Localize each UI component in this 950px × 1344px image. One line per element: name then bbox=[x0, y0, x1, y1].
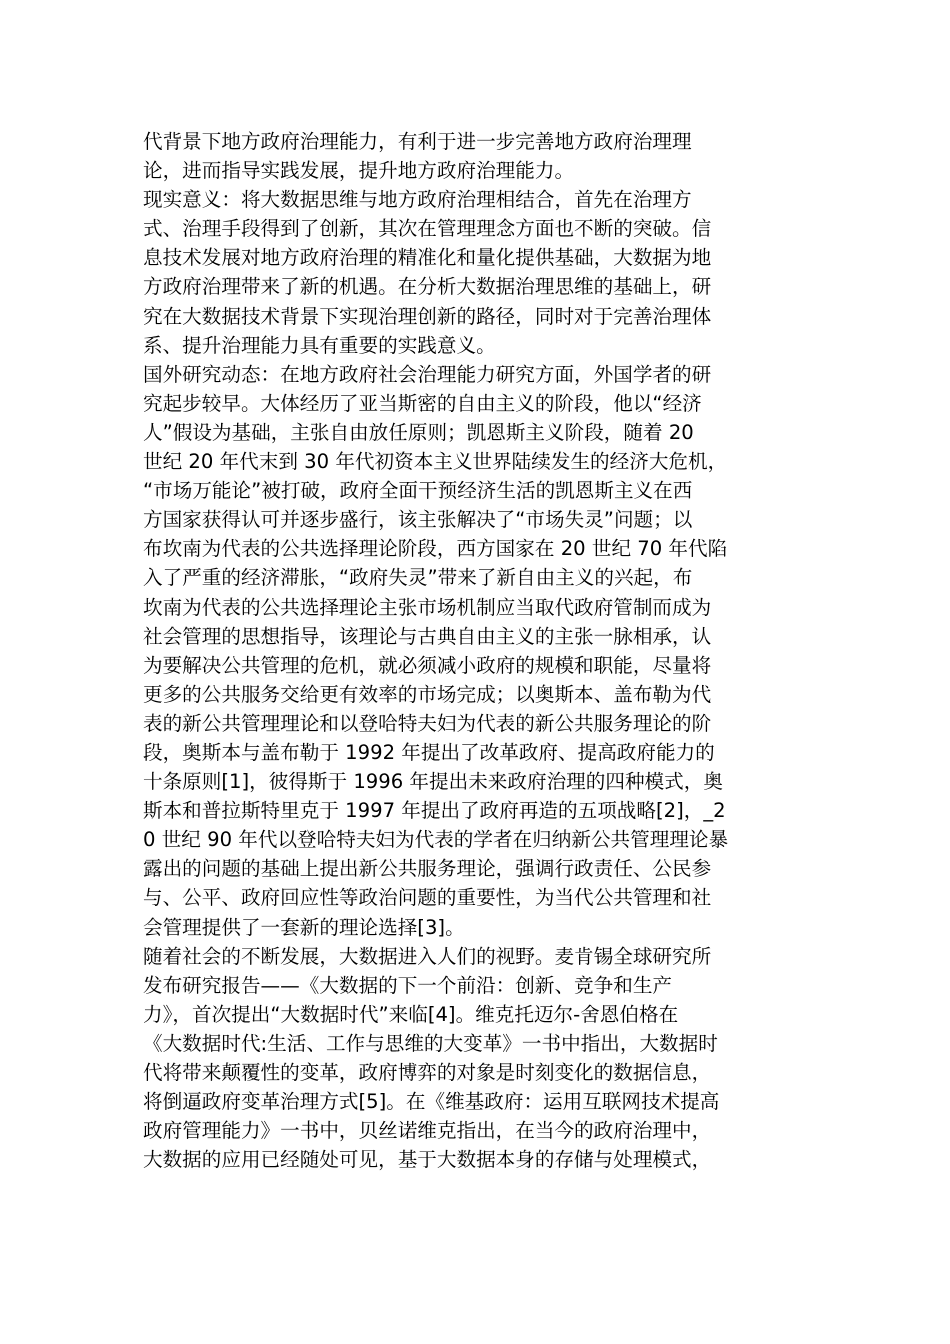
text-line: 代背景下地方政府治理能力，有利于进一步完善地方政府治理理 bbox=[143, 130, 692, 153]
text-line: 式、治理手段得到了创新，其次在管理理念方面也不断的突破。信 bbox=[143, 217, 712, 241]
text-line: 会管理提供了一套新的理论选择[3]。 bbox=[143, 915, 465, 939]
text-line: 方国家获得认可并逐步盛行，该主张解决了“市场失灵”问题；以 bbox=[143, 508, 693, 532]
text-line: 露出的问题的基础上提出新公共服务理论，强调行政责任、公民参 bbox=[143, 857, 712, 881]
text-line: 方政府治理带来了新的机遇。在分析大数据治理思维的基础上，研 bbox=[143, 275, 712, 299]
text-line: 更多的公共服务交给更有效率的市场完成；以奥斯本、盖布勒为代 bbox=[143, 682, 712, 706]
text-line: 国外研究动态：在地方政府社会治理能力研究方面，外国学者的研 bbox=[143, 362, 712, 386]
text-line: 与、公平、政府回应性等政治问题的重要性，为当代公共管理和社 bbox=[143, 886, 712, 910]
text-line: “市场万能论”被打破，政府全面干预经济生活的凯恩斯主义在西 bbox=[143, 479, 693, 503]
text-line: 发布研究报告——《大数据的下一个前沿：创新、竞争和生产 bbox=[143, 973, 673, 997]
text-line: 《大数据时代:生活、工作与思维的大变革》一书中指出，大数据时 bbox=[143, 1031, 718, 1055]
text-line: 政府管理能力》一书中，贝丝诺维克指出，在当今的政府治理中， bbox=[143, 1119, 712, 1143]
text-line: 息技术发展对地方政府治理的精准化和量化提供基础，大数据为地 bbox=[143, 246, 712, 270]
text-line: 现实意义：将大数据思维与地方政府治理相结合，首先在治理方 bbox=[143, 188, 692, 212]
text-line: 表的新公共管理理论和以登哈特夫妇为代表的新公共服务理论的阶 bbox=[143, 711, 712, 735]
text-line: 为要解决公共管理的危机，就必须减小政府的规模和职能，尽量将 bbox=[143, 653, 712, 677]
text-line: 论，进而指导实践发展，提升地方政府治理能力。 bbox=[143, 159, 575, 183]
text-line: 坎南为代表的公共选择理论主张市场机制应当取代政府管制而成为 bbox=[143, 595, 712, 619]
text-line: 入了严重的经济滞胀，“政府失灵”带来了新自由主义的兴起，布 bbox=[143, 566, 693, 590]
document-body bbox=[143, 127, 808, 1174]
text-line: 究起步较早。大体经历了亚当斯密的自由主义的阶段，他以“经济 bbox=[143, 391, 702, 415]
text-line: 人”假设为基础，主张自由放任原则；凯恩斯主义阶段，随着 20 bbox=[143, 420, 694, 444]
text-line: 段，奥斯本与盖布勒于 1992 年提出了改革政府、提高政府能力的 bbox=[143, 740, 715, 764]
text-line: 0 世纪 90 年代以登哈特夫妇为代表的学者在归纳新公共管理理论暴 bbox=[143, 828, 729, 852]
text-line: 力》，首次提出“大数据时代”来临[4]。维克托迈尔-舍恩伯格在 bbox=[143, 1002, 679, 1026]
text-line: 世纪 20 年代末到 30 年代初资本主义世界陆续发生的经济大危机， bbox=[143, 450, 728, 474]
text-line: 代将带来颠覆性的变革，政府博弈的对象是时刻变化的数据信息， bbox=[143, 1061, 712, 1084]
text-line: 社会管理的思想指导，该理论与古典自由主义的主张一脉相承，认 bbox=[143, 624, 712, 648]
text-line: 系、提升治理能力具有重要的实践意义。 bbox=[143, 333, 496, 357]
text-line: 随着社会的不断发展，大数据进入人们的视野。麦肯锡全球研究所 bbox=[143, 944, 712, 968]
text-line: 究在大数据技术背景下实现治理创新的路径，同时对于完善治理体 bbox=[143, 304, 712, 328]
text-line: 十条原则[1]，彼得斯于 1996 年提出未来政府治理的四种模式，奥 bbox=[143, 770, 723, 794]
text-line: 大数据的应用已经随处可见，基于大数据本身的存储与处理模式， bbox=[143, 1148, 712, 1172]
text-line: 斯本和普拉斯特里克于 1997 年提出了政府再造的五项战略[2]，_2 bbox=[143, 799, 726, 823]
text-line: 将倒逼政府变革治理方式[5]。在《维基政府：运用互联网技术提高 bbox=[143, 1090, 720, 1114]
text-line: 布坎南为代表的公共选择理论阶段，西方国家在 20 世纪 70 年代陷 bbox=[143, 537, 728, 561]
